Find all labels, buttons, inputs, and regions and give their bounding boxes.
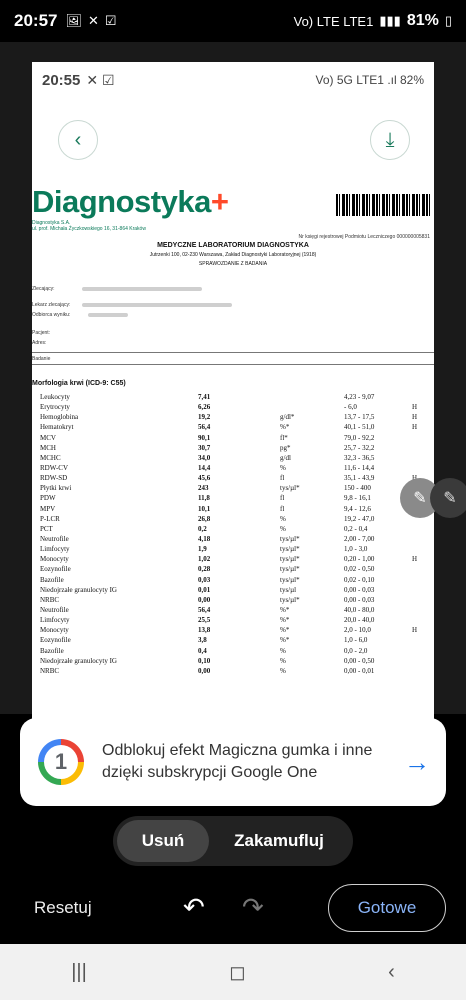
cell-unit: tys/µl* — [280, 545, 300, 554]
cell-name: Monocyty — [40, 626, 69, 635]
cell-unit: %* — [280, 626, 290, 635]
done-button[interactable]: Gotowe — [328, 884, 446, 932]
table-row — [40, 402, 432, 412]
cell-flag — [412, 656, 432, 666]
field-label: Lekarz zlecający: — [32, 302, 71, 308]
table-row — [40, 453, 432, 463]
field-label: Adres: — [32, 340, 47, 346]
table-row — [40, 656, 432, 666]
section-title: Morfologia krwi (ICD-9: C55) — [32, 380, 126, 387]
logo-subtitle: Diagnostyka S.A. ul. prof. Michała Życzkowskiego 16, 31-864 Kraków — [32, 220, 146, 232]
cell-value: 0,28 — [198, 565, 211, 574]
cell-ref: 9,4 - 12,6 — [344, 504, 371, 513]
cell-name: NRBC — [40, 595, 60, 604]
cell-unit: tys/µl* — [280, 535, 300, 544]
divider — [32, 364, 434, 365]
cell-flag — [412, 534, 432, 544]
field-label: Zlecający: — [32, 286, 55, 292]
cell-flag — [412, 635, 432, 645]
cell-name: MPV — [40, 504, 56, 513]
cell-value: 10,1 — [198, 504, 211, 513]
barcode — [336, 194, 432, 216]
cell-ref: 40,0 - 80,0 — [344, 606, 375, 615]
blurred-text — [82, 303, 232, 307]
cell-flag: H — [412, 413, 418, 422]
tools-icon: ✕ — [88, 13, 99, 28]
cell-flag — [412, 524, 432, 534]
cell-unit: fl — [280, 474, 285, 483]
table-row — [40, 473, 432, 483]
cell-unit — [280, 402, 344, 412]
cell-ref: 11,6 - 14,4 — [344, 464, 375, 473]
cell-unit: fl* — [280, 433, 288, 442]
cell-unit: g/dl — [280, 453, 291, 462]
cell-value: 0,4 — [198, 646, 207, 655]
cell-value: 56,4 — [198, 423, 211, 432]
cell-name: Niedojrzałe granulocyty IG — [40, 585, 117, 594]
cell-unit: tys/µl* — [280, 575, 300, 584]
table-row — [40, 534, 432, 544]
cell-name: RDW-CV — [40, 464, 68, 473]
table-row — [40, 463, 432, 473]
cell-ref: 0,0 - 2,0 — [344, 646, 368, 655]
cell-unit: % — [280, 656, 286, 665]
cell-value: 19,2 — [198, 413, 211, 422]
cell-ref: 19,2 - 47,0 — [344, 514, 375, 523]
document-image[interactable] — [32, 62, 434, 722]
field-label: Pacjent: — [32, 330, 51, 336]
cell-ref: 1,0 - 3,0 — [344, 545, 368, 554]
inner-network: Vo) 5G LTE1 .ıl 82% — [315, 73, 424, 87]
cell-unit — [280, 392, 344, 402]
table-row — [40, 412, 432, 422]
battery-level: 81% — [406, 12, 439, 29]
cell-unit: % — [280, 514, 286, 523]
cell-name: Hematokryt — [40, 423, 74, 432]
table-row — [40, 392, 432, 402]
cell-flag — [412, 443, 432, 453]
cell-flag — [412, 575, 432, 585]
cell-flag — [412, 564, 432, 574]
cell-name: MCH — [40, 443, 56, 452]
inner-tools-icon: ✕ ☑ — [86, 71, 115, 88]
cell-name: Neutrofile — [40, 606, 69, 615]
cell-flag — [412, 453, 432, 463]
cell-unit: %* — [280, 423, 290, 432]
cell-value: 34,0 — [198, 453, 211, 462]
cell-flag — [412, 433, 432, 443]
cell-name: Bazofile — [40, 575, 64, 584]
table-row — [40, 493, 432, 503]
status-time: 20:57 — [14, 11, 58, 30]
table-row — [40, 625, 432, 635]
cell-flag — [412, 585, 432, 595]
report-title: SPRAWOZDANIE Z BADANIA — [198, 261, 268, 267]
table-row — [40, 544, 432, 554]
cell-value: 30,7 — [198, 443, 211, 452]
cell-name: MCV — [40, 433, 56, 442]
cell-value: 14,4 — [198, 464, 211, 473]
cell-ref: 0,00 - 0,01 — [344, 666, 375, 675]
cell-name: Hemoglobina — [40, 413, 79, 422]
home-icon[interactable]: ◻ — [229, 961, 246, 984]
cell-ref: 150 - 400 — [344, 484, 371, 493]
table-row — [40, 433, 432, 443]
table-row — [40, 524, 432, 534]
table-row — [40, 635, 432, 645]
table-row — [40, 575, 432, 585]
edit-pencil-icon: ✎ — [430, 478, 466, 518]
check-icon: ☑ — [104, 13, 117, 28]
lab-title: MEDYCZNE LABORATORIUM DIAGNOSTYKA — [157, 242, 309, 249]
recents-icon[interactable]: ||| — [71, 960, 87, 983]
segment-remove[interactable]: Usuń — [117, 820, 209, 862]
cell-flag: H — [412, 423, 418, 432]
cell-unit: tys/µl — [280, 585, 297, 594]
table-row — [40, 422, 432, 432]
cell-name: Erytrocyty — [40, 403, 70, 412]
lab-address: Jutrzenki 100, 02-230 Warszawa, Zakład Diagnostyki Laboratoryjnej (1918) — [149, 252, 317, 258]
google-one-promo[interactable] — [20, 718, 446, 806]
cell-flag — [412, 544, 432, 554]
cell-ref: 4,23 - 9,07 — [344, 393, 375, 402]
cell-unit: % — [280, 524, 286, 533]
cell-name: Limfocyty — [40, 616, 70, 625]
table-row — [40, 585, 432, 595]
cell-value: 25,5 — [198, 616, 211, 625]
cell-value: 0,03 — [198, 575, 211, 584]
cell-flag — [412, 666, 432, 676]
cell-value: 0,10 — [198, 656, 211, 665]
cell-name: Leukocyty — [40, 393, 70, 402]
inner-time: 20:55 — [42, 71, 81, 89]
cell-unit: % — [280, 646, 286, 655]
cell-flag — [412, 605, 432, 615]
table-row — [40, 514, 432, 524]
cell-name: NRBC — [40, 666, 60, 675]
cell-unit: tys/µl* — [280, 555, 300, 564]
table-row — [40, 564, 432, 574]
field-label: Odbiorca wyniku: — [32, 312, 71, 318]
registry-number: Nr księgi rejestrowej Podmiotu Leczniczego 000000005831 — [298, 234, 430, 240]
cell-ref: 79,0 - 92,2 — [344, 433, 375, 442]
back-arrow-icon: ‹ — [58, 120, 98, 160]
cell-ref: 0,2 - 0,4 — [344, 524, 368, 533]
network-indicator: Vo) LTE LTE1 — [293, 13, 374, 29]
battery-icon: ▯ — [444, 13, 452, 28]
cell-unit: % — [280, 666, 286, 675]
arrow-right-icon[interactable]: → — [404, 746, 430, 777]
status-bar — [0, 0, 466, 42]
cell-value: 45,6 — [198, 474, 211, 483]
table-row — [40, 595, 432, 605]
cell-ref: 1,0 - 6,0 — [344, 636, 368, 645]
cell-name: RDW-SD — [40, 474, 68, 483]
cell-unit: %* — [280, 606, 290, 615]
download-icon: ⤓ — [370, 120, 410, 160]
inner-status-bar — [32, 62, 434, 98]
cell-ref: 0,00 - 0,03 — [344, 585, 375, 594]
cell-unit: fl — [280, 504, 285, 513]
table-row — [40, 615, 432, 625]
cell-value: 7,41 — [198, 393, 211, 402]
cell-flag: H — [412, 555, 418, 564]
cell-name: P-LCR — [40, 514, 60, 523]
cell-ref: 0,00 - 0,50 — [344, 656, 375, 665]
cell-unit: pg* — [280, 443, 291, 452]
cell-flag — [412, 392, 432, 402]
cell-name: PDW — [40, 494, 56, 503]
google-one-icon: 1 — [38, 739, 84, 785]
cell-value: 1,9 — [198, 545, 207, 554]
cell-name: Niedojrzałe granulocyty IG — [40, 656, 117, 665]
cell-ref: 20,0 - 40,0 — [344, 616, 375, 625]
cell-flag — [412, 595, 432, 605]
segment-camouflage[interactable]: Zakamufluj — [234, 831, 324, 850]
cell-unit: fl — [280, 494, 285, 503]
table-row — [40, 646, 432, 656]
cell-value: 0,01 — [198, 585, 211, 594]
edit-pencil-button[interactable]: ✎ — [400, 478, 440, 518]
cell-ref: 0,00 - 0,03 — [344, 595, 375, 604]
cell-ref: 40,1 - 51,0 — [344, 423, 375, 432]
cell-value: 0,00 — [198, 666, 211, 675]
table-row — [40, 605, 432, 615]
cell-unit: g/dl* — [280, 413, 295, 422]
cell-name: Monocyty — [40, 555, 69, 564]
blurred-text — [88, 313, 128, 317]
cell-name: PCT — [40, 524, 53, 533]
cell-flag: H — [412, 403, 418, 412]
field-label: Badanie — [32, 356, 51, 362]
cell-ref: 0,02 - 0,50 — [344, 565, 375, 574]
signal-icon: ▮▮▮ — [379, 13, 401, 28]
cell-ref: 13,7 - 17,5 — [344, 413, 375, 422]
cell-name: Eozynofile — [40, 636, 71, 645]
cell-value: 13,8 — [198, 626, 211, 635]
cell-value: 0,00 — [198, 595, 211, 604]
cell-unit: %* — [280, 636, 290, 645]
cell-name: Limfocyty — [40, 545, 70, 554]
cell-value: 1,02 — [198, 555, 211, 564]
cell-ref: 32,3 - 36,5 — [344, 453, 375, 462]
cell-flag — [412, 615, 432, 625]
reset-button[interactable]: Resetuj — [34, 898, 92, 917]
cell-unit: tys/µl* — [280, 595, 300, 604]
table-row — [40, 443, 432, 453]
image-icon: 🖼 — [65, 13, 82, 28]
cell-unit: %* — [280, 616, 290, 625]
cell-value: 4,18 — [198, 535, 211, 544]
cell-value: 6,26 — [198, 403, 211, 412]
cell-name: Płytki krwi — [40, 484, 72, 493]
cell-unit: % — [280, 464, 286, 473]
cell-unit: tys/µl* — [280, 484, 300, 493]
cell-value: 11,8 — [198, 494, 210, 503]
table-row — [40, 554, 432, 564]
cell-name: Bazofile — [40, 646, 64, 655]
cell-flag — [412, 463, 432, 473]
undo-icon[interactable]: ↶ — [183, 892, 205, 922]
cell-name: MCHC — [40, 453, 61, 462]
cell-ref: 9,8 - 16,1 — [344, 494, 371, 503]
cell-unit: tys/µl* — [280, 565, 300, 574]
cell-value: 243 — [198, 484, 209, 493]
cell-value: 0,2 — [198, 524, 207, 533]
cell-flag — [412, 646, 432, 656]
cell-value: 56,4 — [198, 606, 211, 615]
table-row — [40, 504, 432, 514]
redo-icon[interactable]: ↷ — [242, 892, 264, 922]
divider — [32, 352, 434, 353]
cell-ref: 2,0 - 10,0 — [344, 626, 371, 635]
mode-toggle[interactable] — [113, 816, 353, 866]
cell-value: 90,1 — [198, 433, 211, 442]
cell-ref: 35,1 - 43,9 — [344, 474, 375, 483]
navigation-bar — [0, 944, 466, 1000]
promo-text: Odblokuj efekt Magiczna gumka i inne dzięki subskrypcji Google One — [102, 742, 373, 781]
cell-ref: 0,20 - 1,00 — [344, 555, 375, 564]
table-row — [40, 483, 432, 493]
table-row — [40, 666, 432, 676]
back-icon[interactable]: ‹ — [388, 960, 395, 983]
cell-value: 3,8 — [198, 636, 207, 645]
results-table — [40, 392, 432, 676]
cell-value: 26,8 — [198, 514, 211, 523]
cell-ref: - 6,0 — [344, 403, 357, 412]
cell-ref: 0,02 - 0,10 — [344, 575, 375, 584]
cell-flag: H — [412, 626, 418, 635]
cell-ref: 2,00 - 7,00 — [344, 535, 375, 544]
cell-ref: 25,7 - 32,2 — [344, 443, 375, 452]
cell-name: Neutrofile — [40, 535, 69, 544]
diagnostyka-logo: Diagnostyka+ — [32, 184, 229, 219]
blurred-text — [82, 287, 202, 291]
image-canvas[interactable] — [0, 42, 466, 714]
cell-name: Eozynofile — [40, 565, 71, 574]
